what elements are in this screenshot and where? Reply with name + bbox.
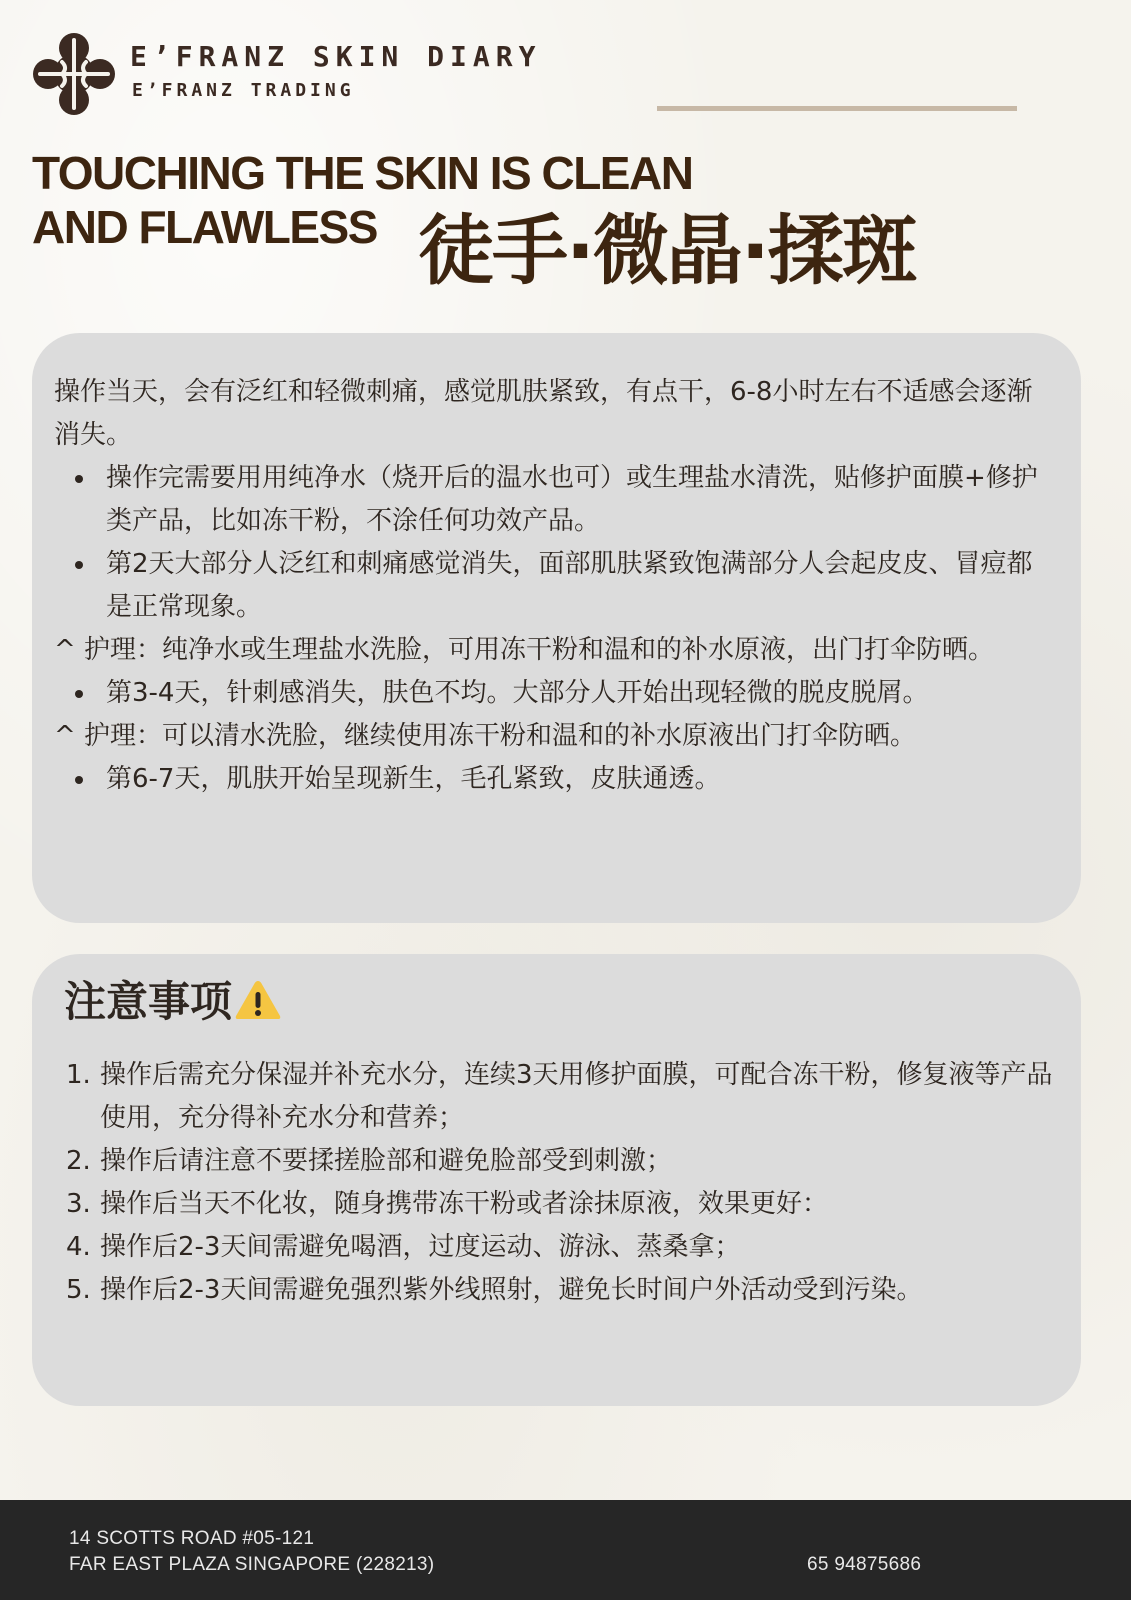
item-number: 3. <box>66 1189 91 1219</box>
aftercare-card <box>32 333 1081 923</box>
headline-line-2: AND FLAWLESS <box>32 201 377 253</box>
item-number: 1. <box>66 1060 91 1090</box>
item-number: 5. <box>66 1275 91 1305</box>
warning-icon <box>234 978 282 1022</box>
care-note: ^ 护理：纯净水或生理盐水洗脸，可用冻干粉和温和的补水原液，出门打伞防晒。 <box>54 635 995 665</box>
list-item <box>66 1269 1057 1312</box>
list-item <box>54 758 1057 801</box>
list-item <box>66 1140 1057 1183</box>
bullet-text: 第2天大部分人泛红和刺痛感觉消失，面部肌肤紧致饱满部分人会起皮皮、冒痘都是正常现象。 <box>106 549 1033 622</box>
chinese-title: 徒手·微晶·揉斑 <box>418 206 916 295</box>
item-number: 2. <box>66 1146 91 1176</box>
address-line-1: 14 SCOTTS ROAD #05-121 <box>69 1528 315 1549</box>
bullet-text: 操作完需要用用纯净水（烧开后的温水也可）或生理盐水清洗，贴修护面膜+修护类产品，比如冻干粉，不涂任何功效产品。 <box>106 463 1038 536</box>
notes-list <box>66 1054 1057 1312</box>
list-item <box>54 457 1057 543</box>
decorative-rule <box>657 106 1017 111</box>
address-line-2: FAR EAST PLAZA SINGAPORE (228213) <box>69 1554 435 1575</box>
notes-heading <box>64 972 282 1032</box>
brand-subtitle: E’FRANZ TRADING <box>132 80 355 101</box>
bullet-icon <box>75 561 83 569</box>
care-note: ^ 护理：可以清水洗脸，继续使用冻干粉和温和的补水原液出门打伞防晒。 <box>54 721 917 751</box>
item-text: 操作后2-3天间需避免喝酒，过度运动、游泳、蒸桑拿； <box>100 1232 741 1262</box>
list-item <box>54 672 1057 715</box>
bullet-text: 第3-4天，针刺感消失，肤色不均。大部分人开始出现轻微的脱皮脱屑。 <box>106 678 929 708</box>
brand-name: E’FRANZ SKIN DIARY <box>130 40 542 73</box>
list-item <box>66 1054 1057 1140</box>
aftercare-intro: 操作当天，会有泛红和轻微刺痛，感觉肌肤紧致，有点干，6-8小时左右不适感会逐渐消失。 <box>54 377 1033 450</box>
bullet-icon <box>75 776 83 784</box>
item-text: 操作后需充分保湿并补充水分，连续3天用修护面膜，可配合冻干粉，修复液等产品使用，充分得补充水分和营养； <box>100 1060 1053 1133</box>
list-item <box>66 1183 1057 1226</box>
notes-heading-text: 注意事项 <box>64 977 233 1026</box>
item-text: 操作后当天不化妆，随身携带冻干粉或者涂抹原液，效果更好： <box>100 1189 829 1219</box>
phone-number: 65 94875686 <box>807 1554 922 1575</box>
headline-line-1: TOUCHING THE SKIN IS CLEAN <box>32 147 693 199</box>
bullet-icon <box>75 690 83 698</box>
list-item <box>54 543 1057 629</box>
footer <box>0 1500 1131 1600</box>
notes-card <box>32 954 1081 1406</box>
bullet-text: 第6-7天，肌肤开始呈现新生，毛孔紧致，皮肤通透。 <box>106 764 721 794</box>
list-item <box>66 1226 1057 1269</box>
item-text: 操作后2-3天间需避免强烈紫外线照射，避免长时间户外活动受到污染。 <box>100 1275 923 1305</box>
bullet-icon <box>75 475 83 483</box>
brand-logo-icon <box>32 32 116 116</box>
item-number: 4. <box>66 1232 91 1262</box>
item-text: 操作后请注意不要揉搓脸部和避免脸部受到刺激； <box>100 1146 673 1176</box>
